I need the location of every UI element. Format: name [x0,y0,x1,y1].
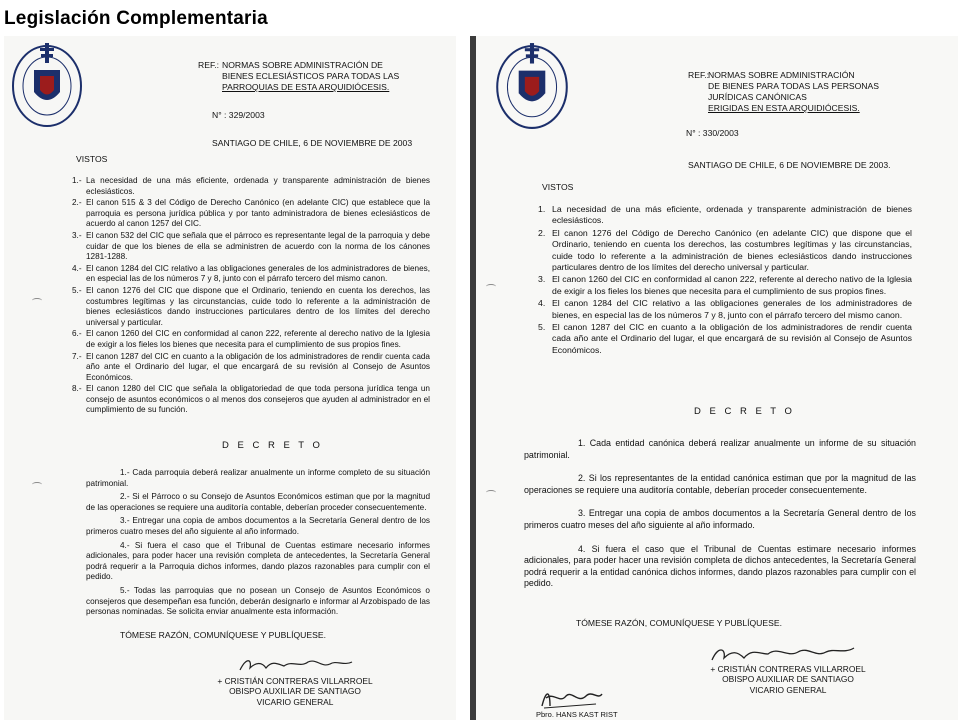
signer-role: VICARIO GENERAL [749,684,827,695]
list-item: 4. El canon 1284 del CIC relativo a las obligaciones generales de los administradores de bienes, en especial las de los números 7 y 8, junto con el párrafo tercero del mismo canon. [538,298,912,320]
vistos-heading: VISTOS [76,154,108,164]
punch-hole-mark [32,482,42,487]
ref-line: DE BIENES PARA TODAS LAS PERSONAS [708,81,879,91]
list-item: 4.- El canon 1284 del CIC relativo a las obligaciones generales de los administradores de bienes, en especial las de los números 7 y 8, junto con el párrafo tercero del mismo canon. [72,263,430,284]
decreto-paragraph: 5.- Todas las parroquias que no posean un Consejo de Asuntos Económicos o consejeros que desempeñan esa función, deberán designarlo e informar al Arzobispado de las personas nominadas. Se solicita enviar anualmente esta información. [86,585,430,617]
decreto-paragraph: 1. Cada entidad canónica deberá realizar anualmente un informe de su situación patrimonial. [524,438,916,460]
punch-hole-mark [486,284,496,289]
decreto-body [86,468,430,621]
vistos-list [538,204,912,357]
decreto-paragraph: 1.- Cada parroquia deberá realizar anualmente un informe completo de su situación patrimonial. [86,468,430,488]
punch-hole-mark [486,490,496,495]
ref-label: REF.: [688,70,710,80]
list-item: 3.- El canon 532 del CIC que señala que el párroco es representante legal de la parroquia y debe cuidar de que los bienes de ella se administren de acuerdo con la norma de los cánones 1281-1288. [72,230,430,262]
signer-title: OBISPO AUXILIAR DE SANTIAGO [722,674,854,685]
right-document-scan [476,36,958,720]
decreto-paragraph: 4.- Si fuera el caso que el Tribunal de Cuentas estimare necesario informes adicionales, para poder hacer una revisión completa de antecedentes, la Secretaría General podrá requerir a la Parroquia dichos informes, dando plazos razonables para cumplir con el pedido. [86,540,430,582]
decreto-paragraph: 3. Entregar una copia de ambos documentos a la Secretaría General dentro de los primeros cuatro meses del año siguiente al año informado. [524,508,916,530]
list-item: 1. La necesidad de una más eficiente, ordenada y transparente administración de bienes eclesiásticos. [538,204,912,226]
ref-line: PARROQUIAS DE ESTA ARQUIDIÓCESIS. [222,82,390,92]
signer-role: VICARIO GENERAL [256,696,334,707]
decreto-paragraph: 3.- Entregar una copia de ambos documentos a la Secretaría General dentro de los primeros cuatro meses del año siguiente al año informado. [86,516,430,536]
list-item: 2. El canon 1276 del Código de Derecho Canónico (en adelante CIC) que dispone que el Ordinario, teniendo en cuenta los derechos, las costumbres legítimas y las circunstancias, cuide todo lo referente a la administración de bienes eclesiásticos dando instrucciones particulares dentro de los límites del derecho universal y particular. [538,227,912,273]
signature-block [200,676,390,707]
reference-block [198,60,438,93]
document-date: SANTIAGO DE CHILE, 6 DE NOVIEMBRE DE 2003. [688,160,891,170]
ref-line: JURÍDICAS CANÓNICAS [708,92,807,102]
vistos-heading: VISTOS [542,182,574,192]
tomese-razon: TÓMESE RAZÓN, COMUNÍQUESE Y PUBLÍQUESE. [120,630,326,640]
list-item: 2.- El canon 515 & 3 del Código de Derecho Canónico (en adelante CIC) que establece que la parroquia es persona jurídica pública y por tanto administradora de bienes eclesiásticos de acuerdo al canon 1257 del CIC. [72,198,430,229]
left-document-scan [4,36,456,720]
vistos-list [72,176,430,417]
slide-title: Legislación Complementaria [4,8,268,29]
signer-title: OBISPO AUXILIAR DE SANTIAGO [229,686,361,697]
punch-hole-mark [32,298,42,303]
list-item: 3. El canon 1260 del CIC en conformidad al canon 222, referente al derecho nativo de la Iglesia de exigir a los fieles los bienes que necesita para el cumplimiento de sus propios fines. [538,274,912,296]
ref-line: NORMAS SOBRE ADMINISTRACIÓN DE [222,60,383,70]
decreto-heading: D E C R E T O [694,406,795,417]
second-signer-name: Pbro. HANS KAST RIST [536,710,618,719]
list-item: 6.- El canon 1260 del CIC en conformidad al canon 222, referente al derecho nativo de la Iglesia de exigir a los fieles los bienes que necesita para el cumplimiento de sus propios fines. [72,329,430,349]
list-item: 7.- El canon 1287 del CIC en cuanto a la obligación de los administradores de rendir cuenta cada año ante el Ordinario del lugar, el que encargará de su revisión al Consejo de Asuntos Económicos. [72,351,430,382]
list-item: 5. El canon 1287 del CIC en cuanto a la obligación de los administradores de rendir cuenta cada año ante el Ordinario del lugar, el que encargará de su revisión al Consejo de Asuntos Económicos. [538,322,912,355]
list-item: 8.- El canon 1280 del CIC que señala la obligatoriedad de que toda persona jurídica tenga un consejo de asuntos económicos o al menos dos consejeros que ayuden al administrador en el cumplimiento de su función. [72,384,430,415]
second-signature-icon [538,686,604,712]
decreto-body [524,438,916,602]
archdiocese-seal-icon [10,40,84,128]
handwritten-signature-icon [236,654,356,676]
tomese-razon: TÓMESE RAZÓN, COMUNÍQUESE Y PUBLÍQUESE. [576,618,782,628]
signature-block [688,664,888,695]
document-number: N° : 330/2003 [686,128,739,138]
document-date: SANTIAGO DE CHILE, 6 DE NOVIEMBRE DE 2003 [212,138,413,148]
ref-line: NORMAS SOBRE ADMINISTRACIÓN [708,70,855,80]
reference-block [688,70,938,114]
decreto-paragraph: 4. Si fuera el caso que el Tribunal de Cuentas estimare necesario informes adicionales, para poder hacer una revisión completa de dichos antecedentes, la Secretaría General podrá requerir a la entidad canónica dichos informes, dando plazos razonables para cumplir con el pedido. [524,543,916,589]
decreto-paragraph: 2.- Si el Párroco o su Consejo de Asuntos Económicos estiman que por la magnitud de las operaciones se requiere una auditoría contable, deberían proceder consecuentemente. [86,492,430,512]
ref-line: ERIGIDAS EN ESTA ARQUIDIÓCESIS. [708,103,860,113]
decreto-paragraph: 2. Si los representantes de la entidad canónica estiman que por la magnitud de las operaciones se requiere una auditoría contable, deberían proceder consecuentemente. [524,473,916,495]
document-number: N° : 329/2003 [212,110,265,120]
signer-name: + CRISTIÁN CONTRERAS VILLARROEL [710,664,866,674]
list-item: 1.- La necesidad de una más eficiente, ordenada y transparente administración de bienes eclesiásticos. [72,176,430,196]
decreto-heading: D E C R E T O [222,440,323,451]
archdiocese-seal-icon [494,40,570,130]
list-item: 5.- El canon 1276 del CIC que dispone que el Ordinario, teniendo en cuenta los derechos, las costumbres legítimas y las circunstancias, cuide todo lo referente a la administración de bienes eclesiásticos dando instrucciones particulares dentro de los límites del derecho universal y particular. [72,285,430,327]
ref-label: REF.: [198,60,220,70]
signer-name: + CRISTIÁN CONTRERAS VILLARROEL [217,676,373,686]
ref-line: BIENES ECLESIÁSTICOS PARA TODAS LAS [222,71,400,81]
